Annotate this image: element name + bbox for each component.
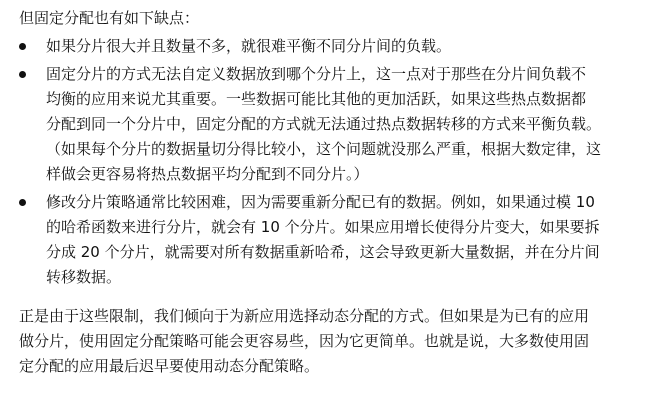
- list-item: [17, 34, 657, 59]
- list-item-line: （如果每个分片的数据量切分得比较小，这个问题就没那么严重，根据大数定律，这: [46, 140, 602, 158]
- list-item-line: 固定分片的方式无法自定义数据放到哪个分片上，这一点对于那些在分片间负载不: [46, 65, 587, 83]
- paragraph-line: 正是由于这些限制，我们倾向于为新应用选择动态分配的方式。但如果是为已有的应用: [19, 307, 590, 325]
- list-item: [17, 190, 657, 290]
- paragraph-line: 做分片，使用固定分配策略可能会更容易些，因为它更简单。也就是说，大多数使用固: [19, 332, 590, 350]
- document-body: [17, 6, 657, 379]
- bullet-icon: [19, 43, 26, 50]
- bullet-icon: [19, 199, 26, 206]
- list-item: [17, 62, 657, 187]
- paragraph-line: 定分配的应用最后迟早要使用动态分配策略。: [19, 357, 320, 375]
- drawback-list: [17, 34, 657, 290]
- list-item-line: 分成 20 个分片，就需要对所有数据重新哈希，这会导致更新大量数据，并在分片间: [46, 243, 600, 261]
- intro-sentence: 但固定分配也有如下缺点：: [19, 9, 200, 27]
- list-item-line: 如果分片很大并且数量不多，就很难平衡不同分片间的负载。: [46, 37, 452, 55]
- closing-paragraph: [17, 304, 657, 379]
- list-item-line: 转移数据。: [46, 268, 122, 286]
- bullet-icon: [19, 71, 26, 78]
- list-item-line: 均衡的应用来说尤其重要。一些数据可能比其他的更加活跃，如果这些热点数据都: [46, 90, 587, 108]
- list-item-line: 修改分片策略通常比较困难，因为需要重新分配已有的数据。例如，如果通过模 10: [46, 193, 595, 211]
- list-item-line: 分配到同一个分片中，固定分配的方式就无法通过热点数据转移的方式来平衡负载。: [46, 115, 602, 133]
- list-item-line: 的哈希函数来进行分片，就会有 10 个分片。如果应用增长使得分片变大，如果要拆: [46, 218, 600, 236]
- list-item-line: 样做会更容易将热点数据平均分配到不同分片。）: [46, 165, 369, 183]
